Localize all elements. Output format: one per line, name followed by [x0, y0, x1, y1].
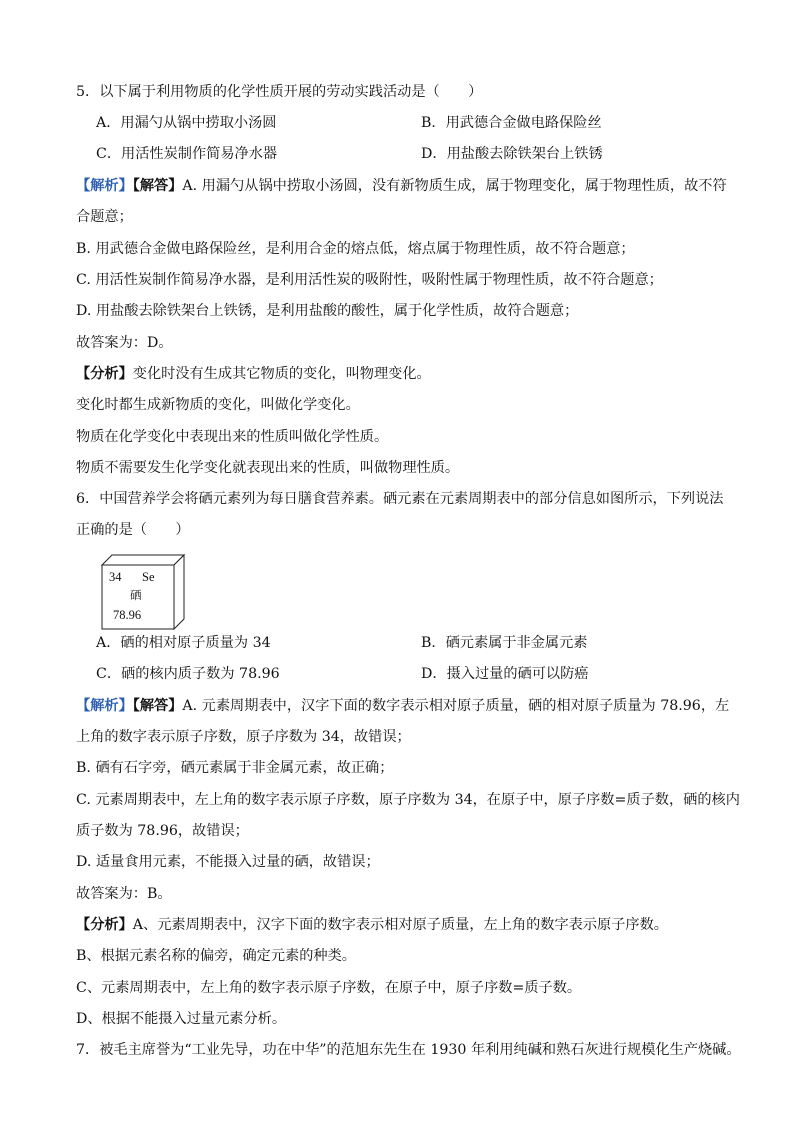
- element-symbol: Se: [142, 570, 155, 584]
- q6-answer-line-5: 质子数为 78.96，故错误；: [76, 823, 249, 839]
- q6-fenxi-line-4: D、根据不能摄入过量元素分析。: [76, 1011, 287, 1027]
- q5-answer-line-6: 故答案为：D。: [76, 335, 173, 351]
- q5-fenxi-line-3: 物质在化学变化中表现出来的性质叫做化学性质。: [76, 429, 389, 445]
- q6-option-d: D．摄入过量的硒可以防癌: [421, 666, 589, 682]
- q5-answer-line-1: [76, 176, 727, 196]
- analysis-tag: 【解析】: [76, 178, 133, 194]
- element-mass: 78.96: [113, 608, 142, 622]
- q5-fenxi-line-4: 物质不需要发生化学变化就表现出来的性质，叫做物理性质。: [76, 460, 460, 476]
- q6-fenxi-text-1: A、元素周期表中，汉字下面的数字表示相对原子质量，左上角的数字表示原子序数。: [132, 917, 668, 933]
- q6-fenxi-line-2: B、根据元素名称的偏旁，确定元素的种类。: [76, 948, 356, 964]
- q5-option-b: B．用武德合金做电路保险丝: [421, 115, 602, 131]
- q6-answer-line-6: D. 适量食用元素，不能摄入过量的硒，故错误；: [76, 854, 380, 870]
- q6-answer-line-1: [76, 696, 729, 716]
- q6-answer-line-7: 故答案为：B。: [76, 886, 172, 902]
- q6-option-c: C．硒的核内质子数为 78.96: [96, 666, 280, 682]
- q5-answer-line-3: B. 用武德合金做电路保险丝，是利用合金的熔点低，熔点属于物理性质，故不符合题意；: [76, 241, 635, 257]
- q5-answer-line-2: 合题意；: [76, 209, 133, 225]
- q5-option-d: D．用盐酸去除铁架台上铁锈: [421, 146, 603, 162]
- element-cell-svg: [100, 553, 186, 631]
- q5-answer-line-5: D. 用盐酸去除铁架台上铁锈，是利用盐酸的酸性，属于化学性质，故符合题意；: [76, 303, 579, 319]
- q5-option-a: A．用漏勺从锅中捞取小汤圆: [96, 115, 277, 131]
- q6-answer-text-1: A. 元素周期表中，汉字下面的数字表示相对原子质量，硒的相对原子质量为 78.96，左: [182, 698, 730, 714]
- q5-answer-line-4: C. 用活性炭制作简易净水器，是利用活性炭的吸附性，吸附性属于物理性质，故不符合题意；: [76, 272, 663, 288]
- q6-stem-line-1: 6．中国营养学会将硒元素列为每日膳食营养素。硒元素在元素周期表中的部分信息如图所示，下列说法: [76, 491, 724, 507]
- q5-option-c: C．用活性炭制作简易净水器: [96, 146, 278, 162]
- element-name: 硒: [130, 588, 142, 602]
- q6-stem-line-2: 正确的是（ ）: [76, 522, 190, 538]
- q6-answer-line-2: 上角的数字表示原子序数，原子序数为 34，故错误；: [76, 729, 411, 745]
- fenxi-tag: 【分析】: [76, 917, 133, 933]
- q7-stem: 7．被毛主席誉为“工业先导，功在中华”的范旭东先生在 1930 年利用纯碱和熟石灰进行规模化生产烧碱。: [76, 1042, 741, 1058]
- element-cell-figure: [100, 553, 186, 631]
- answer-tag: 【解答】: [132, 698, 183, 714]
- analysis-tag: 【解析】: [76, 698, 133, 714]
- q6-option-a: A．硒的相对原子质量为 34: [96, 635, 271, 651]
- q6-answer-line-3: B. 硒有石字旁，硒元素属于非金属元素，故正确；: [76, 760, 394, 776]
- q6-fenxi-line-3: C、元素周期表中，左上角的数字表示原子序数，在原子中，原子序数=质子数。: [76, 980, 582, 996]
- q5-answer-text-1: A. 用漏勺从锅中捞取小汤圆，没有新物质生成，属于物理变化，属于物理性质，故不符: [182, 178, 727, 194]
- q6-option-b: B．硒元素属于非金属元素: [421, 635, 588, 651]
- answer-tag: 【解答】: [132, 178, 183, 194]
- q5-fenxi-line-1: [76, 364, 431, 384]
- fenxi-tag: 【分析】: [76, 366, 133, 382]
- element-number: 34: [109, 570, 122, 584]
- q6-answer-line-4: C. 元素周期表中，左上角的数字表示原子序数，原子序数为 34，在原子中，原子序数=质子数，硒的核内: [76, 792, 740, 808]
- q5-fenxi-line-2: 变化时都生成新物质的变化，叫做化学变化。: [76, 397, 360, 413]
- q5-stem: 5．以下属于利用物质的化学性质开展的劳动实践活动是（ ）: [76, 84, 483, 100]
- q5-fenxi-text-1: 变化时没有生成其它物质的变化，叫物理变化。: [132, 366, 431, 382]
- q6-fenxi-line-1: [76, 915, 668, 935]
